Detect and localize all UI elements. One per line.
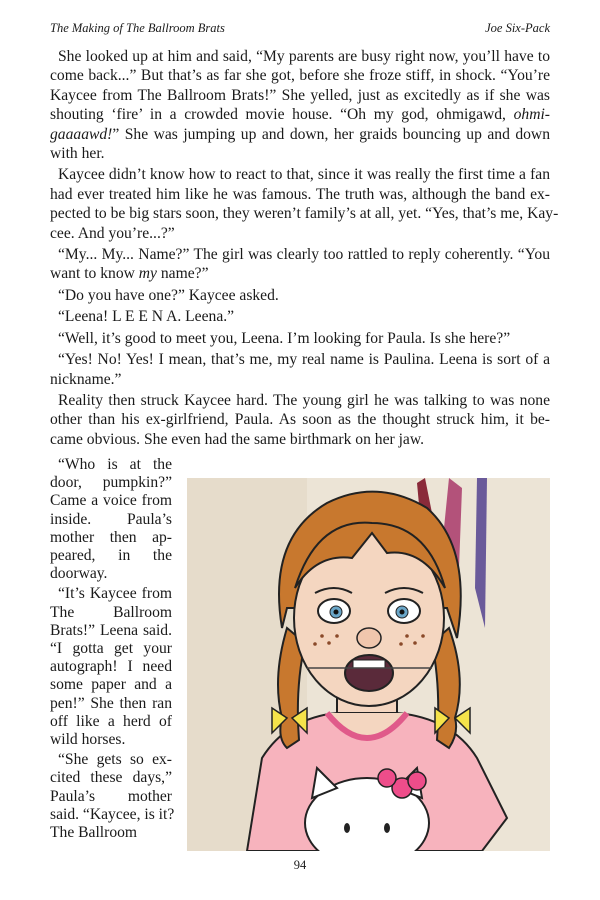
text-line: cited these days,” (50, 769, 172, 787)
text-line: “Who is at the (58, 456, 172, 473)
text-line: “Leena! L E E N A. Leena.” (58, 308, 235, 326)
text-line: cee. And you’re...?” (50, 224, 175, 242)
text-line: “Yes! No! Yes! I mean, that’s me, my real name is Paulina. Leena is sort of a (58, 351, 550, 369)
text-line: some paper and a (50, 676, 172, 694)
paragraph (50, 329, 550, 348)
paragraph (50, 456, 172, 583)
text-line: gaaaawd!” She was jumping up and down, her graids bouncing up and down (50, 125, 550, 143)
text-line: pected to be big stars soon, they weren’t family’s at all, yet. “Yes, that’s me, Kay- (50, 205, 559, 223)
text-line: “It’s Kaycee from (58, 585, 172, 603)
text-line: shouting ‘fire’ in a crowded movie house. “Oh my god, ohmigawd, ohmi- (50, 106, 550, 124)
text-line: with her. (50, 145, 105, 163)
text-line: mother then ap- (50, 528, 172, 546)
text-line: pen!” She then ran (50, 694, 172, 712)
paragraph (50, 391, 550, 449)
text-line: said. “Kaycee, is it? (50, 805, 175, 823)
text-line: doorway. (50, 565, 108, 583)
paragraph (50, 751, 175, 842)
paragraph (50, 350, 550, 389)
running-header-author: Joe Six-Pack (485, 21, 550, 35)
paragraph (50, 585, 172, 749)
text-line: “Well, it’s good to meet you, Leena. I’m looking for Paula. Is she here?” (58, 329, 511, 347)
text-line: Reality then struck Kaycee hard. The young girl he was talking to was none (58, 391, 550, 409)
text-line: “My... My... Name?” The girl was clearly too rattled to reply coherently. “You (58, 246, 550, 264)
text-line: other than his ex-girlfriend, Paula. As soon as the thought struck him, it be- (50, 411, 550, 429)
main-text-column (50, 47, 559, 451)
text-line: off like a herd of (50, 712, 172, 730)
text-line: come back...” But that’s as far she got, before she froze stiff, in shock. “You’re (50, 67, 550, 85)
text-line: Paula’s mother (50, 787, 172, 805)
text-line: She looked up at him and said, “My parents are busy right now, you’ll have to (58, 48, 550, 65)
text-line: want to know my name?” (50, 265, 209, 283)
illustration-girl-cartoon (187, 478, 550, 851)
text-line: inside. Paula’s (50, 510, 172, 528)
side-text-column (50, 456, 175, 844)
paragraph (50, 307, 550, 326)
text-line: autograph! I need (50, 658, 172, 676)
text-line: Brats!” Leena said. (50, 621, 172, 639)
text-line: Kaycee didn’t know how to react to that, since it was really the first time a fan (58, 166, 550, 184)
text-line: The Ballroom (50, 824, 138, 842)
text-line: peared, in the (50, 547, 172, 565)
text-line: The Ballroom (50, 603, 172, 621)
text-line: nickname.” (50, 370, 122, 388)
page-number: 94 (293, 858, 307, 872)
text-line: “I gotta get your (50, 640, 172, 658)
text-line: door, pumpkin?” (50, 474, 172, 492)
paragraph (50, 47, 550, 163)
paragraph (50, 286, 550, 305)
paragraph (50, 165, 559, 243)
text-line: Kaycee from The Ballroom Brats!” She yelled, just as excitedly as if she was (50, 86, 550, 104)
text-line: “She gets so ex- (58, 751, 172, 769)
text-line: wild horses. (50, 731, 126, 749)
text-line: “Do you have one?” Kaycee asked. (58, 286, 279, 304)
text-line: Came a voice from (50, 492, 172, 510)
running-header-title: The Making of The Ballroom Brats (50, 21, 225, 35)
paragraph (50, 245, 550, 284)
text-line: came obvious. She even had the same birthmark on her jaw. (50, 430, 424, 448)
text-line: had ever treated him like he was famous. The truth was, although the band ex- (50, 185, 550, 203)
